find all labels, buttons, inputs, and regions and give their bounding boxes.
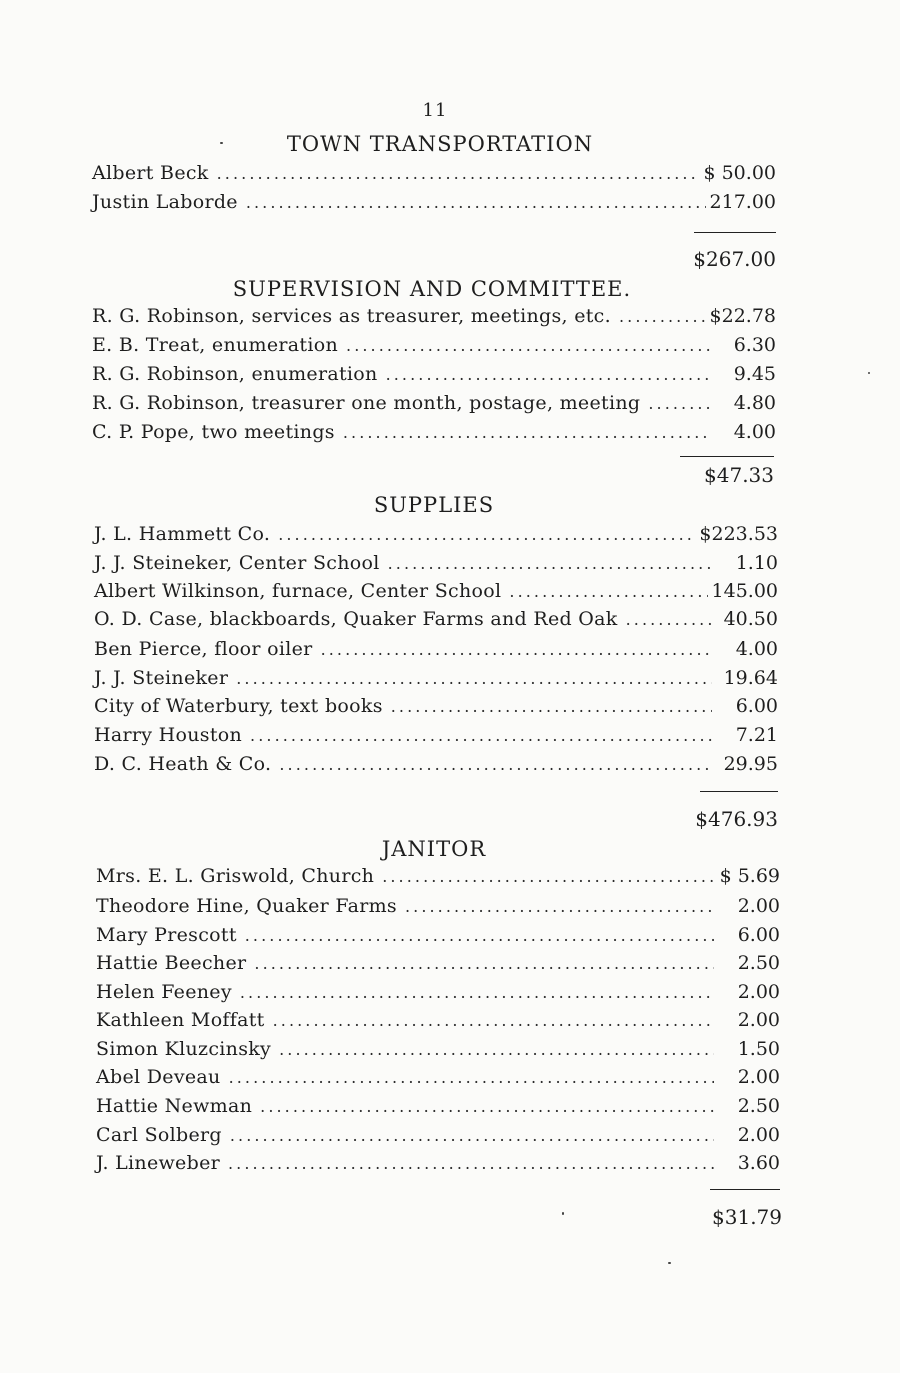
entry-label: Mary Prescott [96,924,237,946]
entry-amount: $223.53 [699,523,778,545]
ledger-row [96,981,780,1009]
total-rule [700,791,778,792]
ledger-row [96,895,780,923]
ledger-row [92,363,776,391]
entry-label: Helen Feeney [96,981,232,1003]
entry-amount: 3.60 [737,1152,780,1174]
dot-leader [343,423,710,442]
entry-label: City of Waterbury, text books [94,695,383,717]
section-total: $476.93 [695,807,778,831]
ledger-row [96,1124,780,1152]
entry-label: R. G. Robinson, enumeration [92,363,378,385]
entry-amount: 29.95 [723,753,778,775]
section-total: $267.00 [693,247,776,271]
ledger-row [92,305,776,333]
print-speck [868,372,870,374]
section-title-supervision-and-committee: SUPERVISION AND COMMITTEE. [232,277,632,301]
entry-label: D. C. Heath & Co. [94,753,272,775]
dot-leader [260,1097,714,1116]
dot-leader [391,697,712,716]
entry-amount: $ 5.69 [719,865,780,887]
ledger-row [96,1066,780,1094]
ledger-row [92,421,776,449]
entry-label: Justin Laborde [92,191,238,213]
entry-label: Simon Kluzcinsky [96,1038,272,1060]
entry-amount: 2.50 [737,952,780,974]
entry-label: J. J. Steineker [94,667,229,689]
entry-label: O. D. Case, blackboards, Quaker Farms and Red Oak [94,608,618,630]
page-number: 11 [422,100,448,121]
section-title-janitor: JANITOR [381,837,487,861]
ledger-row [92,162,776,190]
entry-label: J. J. Steineker, Center School [94,552,380,574]
total-rule [680,456,774,457]
ledger-row [94,608,778,636]
dot-leader [619,307,706,326]
entry-amount: 4.80 [733,392,776,414]
entry-amount: 1.10 [735,552,778,574]
entry-label: R. G. Robinson, services as treasurer, meetings, etc. [92,305,611,327]
entry-amount: $ 50.00 [703,162,776,184]
ledger-row [94,753,778,781]
entry-label: J. Lineweber [96,1152,220,1174]
entry-label: Carl Solberg [96,1124,222,1146]
dot-leader [382,867,714,886]
dot-leader [626,610,712,629]
section-total: $47.33 [704,463,774,487]
total-rule [694,232,776,233]
dot-leader [273,1011,714,1030]
dot-leader [648,394,710,413]
ledger-row [96,865,780,893]
entry-label: Kathleen Moffatt [96,1009,265,1031]
entry-amount: 2.00 [737,1066,780,1088]
entry-label: C. P. Pope, two meetings [92,421,335,443]
dot-leader [230,1126,714,1145]
entry-label: Abel Deveau [96,1066,221,1088]
ledger-row [96,1009,780,1037]
entry-amount: 1.50 [737,1038,780,1060]
entry-label: E. B. Treat, enumeration [92,334,339,356]
entry-label: Hattie Newman [96,1095,253,1117]
section-title-town-transportation: TOWN TRANSPORTATION [286,132,594,156]
entry-amount: 6.00 [735,695,778,717]
dot-leader [254,954,714,973]
section-title-supplies: SUPPLIES [373,493,495,517]
dot-leader [405,897,714,916]
entry-amount: 4.00 [735,638,778,660]
ledger-row [94,523,778,551]
entry-amount: 145.00 [711,580,778,602]
dot-leader [236,669,712,688]
ledger-row [94,638,778,666]
entry-amount: 2.00 [737,895,780,917]
ledger-row [92,334,776,362]
entry-label: Mrs. E. L. Griswold, Church [96,865,375,887]
entry-label: Albert Wilkinson, furnace, Center School [94,580,502,602]
ledger-row [94,552,778,580]
ledger-row [96,1095,780,1123]
entry-amount: 4.00 [733,421,776,443]
ledger-row [96,1152,780,1180]
dot-leader [388,554,712,573]
entry-amount: 6.30 [733,334,776,356]
entry-label: R. G. Robinson, treasurer one month, postage, meeting [92,392,641,414]
ledger-row [96,952,780,980]
ledger-row [94,580,778,608]
ledger-row [94,667,778,695]
entry-amount: 9.45 [733,363,776,385]
entry-label: Harry Houston [94,724,243,746]
print-speck [562,1212,564,1215]
dot-leader [217,164,700,183]
dot-leader [386,365,710,384]
dot-leader [250,726,712,745]
entry-label: Albert Beck [92,162,209,184]
entry-label: Theodore Hine, Quaker Farms [96,895,397,917]
dot-leader [240,983,714,1002]
dot-leader [321,640,712,659]
dot-leader [246,193,706,212]
entry-amount: 217.00 [709,191,776,213]
dot-leader [278,525,695,544]
entry-amount: 40.50 [723,608,778,630]
ledger-row [94,724,778,752]
ledger-row [96,924,780,952]
section-total: $31.79 [712,1205,782,1229]
entry-amount: 7.21 [735,724,778,746]
entry-label: Hattie Beecher [96,952,247,974]
entry-amount: 2.00 [737,981,780,1003]
dot-leader [229,1068,714,1087]
dot-leader [245,926,714,945]
entry-amount: 2.00 [737,1124,780,1146]
dot-leader [228,1154,714,1173]
ledger-row [94,695,778,723]
dot-leader [279,755,712,774]
ledger-row [96,1038,780,1066]
ledger-row [92,392,776,420]
dot-leader [346,336,710,355]
entry-amount: 2.50 [737,1095,780,1117]
dot-leader [509,582,707,601]
entry-label: J. L. Hammett Co. [94,523,271,545]
total-rule [710,1189,780,1190]
dot-leader [279,1040,714,1059]
ledger-row [92,191,776,219]
print-speck [220,142,223,144]
print-speck [668,1262,671,1264]
entry-amount: 6.00 [737,924,780,946]
entry-amount: 19.64 [723,667,778,689]
entry-label: Ben Pierce, floor oiler [94,638,313,660]
entry-amount: $22.78 [709,305,776,327]
entry-amount: 2.00 [737,1009,780,1031]
